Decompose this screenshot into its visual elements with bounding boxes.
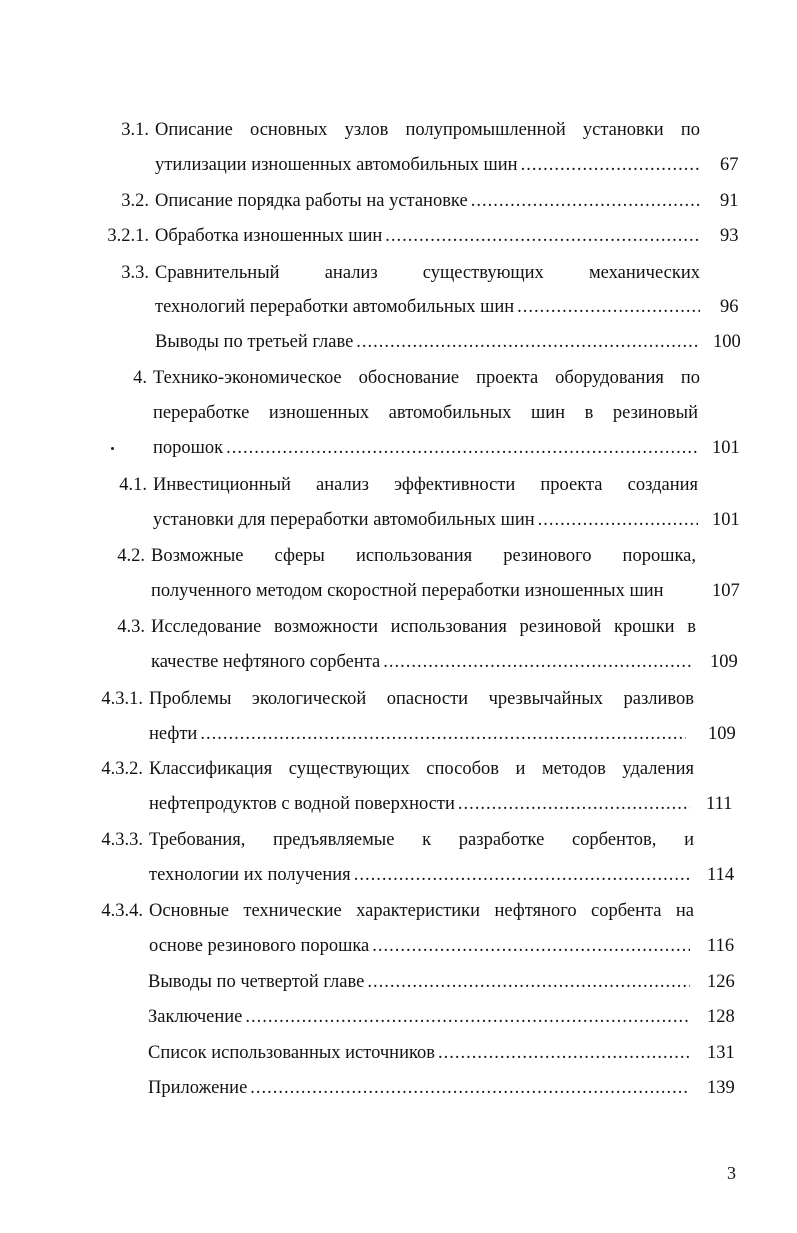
dot-leader bbox=[223, 431, 698, 466]
toc-entry-number: 4.3.2. bbox=[101, 759, 143, 779]
toc-entry-number: 3.2.1. bbox=[107, 226, 149, 246]
toc-entry-title-line: Обработка изношенных шин bbox=[155, 226, 383, 246]
dot-leader bbox=[518, 148, 700, 183]
dot-leader bbox=[468, 184, 700, 219]
dot-leader bbox=[364, 965, 690, 1000]
toc-entry-title-line: переработке изношенных автомобильных шин в резиновый bbox=[153, 403, 698, 423]
toc-entry-title-line: Классификация существующих способов и методов удаления bbox=[149, 759, 694, 779]
toc-page-number: 107 bbox=[712, 581, 740, 601]
toc-entry-title-line: Исследование возможности использования резиновой крошки в bbox=[151, 617, 696, 637]
toc-entry-title-line: Проблемы экологической опасности чрезвычайных разливов bbox=[149, 689, 694, 709]
dot-leader bbox=[514, 290, 700, 325]
toc-entry-title-line: утилизации изношенных автомобильных шин bbox=[155, 155, 518, 175]
toc-entry-title-line: Выводы по третьей главе bbox=[155, 332, 354, 352]
toc-page-number: 109 bbox=[708, 724, 736, 744]
dot-leader bbox=[369, 929, 690, 964]
toc-entry-title-line: установки для переработки автомобильных шин bbox=[153, 510, 535, 530]
toc-entry-title-line: Описание порядка работы на установке bbox=[155, 191, 468, 211]
toc-page-number: 101 bbox=[712, 438, 740, 458]
toc-page-number: 100 bbox=[713, 332, 741, 352]
toc-entry-title-line: Технико-экономическое обоснование проекта оборудования по bbox=[153, 368, 700, 388]
toc-page-number: 67 bbox=[720, 155, 739, 175]
toc-entry-title-line: технологии их получения bbox=[149, 865, 351, 885]
toc-page-number: 96 bbox=[720, 297, 739, 317]
toc-page-number: 114 bbox=[707, 865, 735, 885]
toc-entry-number: 4.3. bbox=[117, 617, 145, 637]
toc-page-number: 101 bbox=[712, 510, 740, 530]
dot-leader bbox=[535, 503, 698, 538]
toc-entry-title-line: Выводы по четвертой главе bbox=[148, 972, 365, 992]
page-number: 3 bbox=[727, 1163, 736, 1183]
toc-entry-title-line: Требования, предъявляемые к разработке сорбентов, и bbox=[149, 830, 694, 850]
dot-leader bbox=[197, 717, 686, 752]
toc-entry-title-line: Сравнительный анализ существующих механических bbox=[155, 263, 700, 283]
toc-entry-title-line: Инвестиционный анализ эффективности проекта создания bbox=[153, 475, 698, 495]
toc-page-number: 131 bbox=[707, 1043, 735, 1063]
toc-page-number: 128 bbox=[707, 1007, 735, 1027]
dot-leader bbox=[247, 1071, 690, 1106]
toc-entry-title-line: Заключение bbox=[148, 1007, 243, 1027]
toc-page-number: 109 bbox=[710, 652, 738, 672]
toc-entry-title-line: нефти bbox=[149, 724, 198, 744]
toc-entry-number: 3.2. bbox=[121, 191, 149, 211]
toc-entry-title-line: Описание основных узлов полупромышленной установки по bbox=[155, 120, 700, 140]
toc-entry-title-line: технологий переработки автомобильных шин bbox=[155, 297, 515, 317]
dot-leader bbox=[435, 1036, 690, 1071]
toc-entry-title-line: Возможные сферы использования резинового порошка, bbox=[151, 546, 696, 566]
toc-entry-title-line: полученного методом скоростной переработки изношенных шин bbox=[151, 581, 664, 601]
dot-leader bbox=[242, 1000, 690, 1035]
toc-entry-number: 4. bbox=[133, 368, 147, 388]
toc-entry-number: 4.2. bbox=[117, 546, 145, 566]
dot-leader bbox=[353, 325, 700, 360]
toc-entry-title-line: порошок bbox=[153, 438, 224, 458]
dot-leader bbox=[380, 645, 691, 680]
toc-page-number: 139 bbox=[707, 1078, 735, 1098]
stray-dot-mark bbox=[111, 447, 114, 450]
toc-page-number: 126 bbox=[707, 972, 735, 992]
toc-entry-number: 4.3.3. bbox=[101, 830, 143, 850]
toc-entry-title-line: Список использованных источников bbox=[148, 1043, 436, 1063]
toc-entry-number: 3.1. bbox=[121, 120, 149, 140]
toc-entry-title-line: Основные технические характеристики нефтяного сорбента на bbox=[149, 901, 694, 921]
toc-page-number: 91 bbox=[720, 191, 739, 211]
dot-leader bbox=[382, 219, 700, 254]
toc-entry-number: 4.3.1. bbox=[101, 689, 143, 709]
toc-entry-number: 4.1. bbox=[119, 475, 147, 495]
toc-page-number: 116 bbox=[707, 936, 735, 956]
toc-entry-title-line: основе резинового порошка bbox=[149, 936, 370, 956]
toc-page-number: 93 bbox=[720, 226, 739, 246]
toc-entry-number: 4.3.4. bbox=[101, 901, 143, 921]
dot-leader bbox=[455, 787, 690, 822]
toc-entry-title-line: нефтепродуктов с водной поверхности bbox=[149, 794, 455, 814]
toc-entry-title-line: Приложение bbox=[148, 1078, 248, 1098]
toc-entry-title-line: качестве нефтяного сорбента bbox=[151, 652, 381, 672]
dot-leader bbox=[351, 858, 690, 893]
toc-entry-number: 3.3. bbox=[121, 263, 149, 283]
toc-page-number: 111 bbox=[706, 794, 733, 814]
